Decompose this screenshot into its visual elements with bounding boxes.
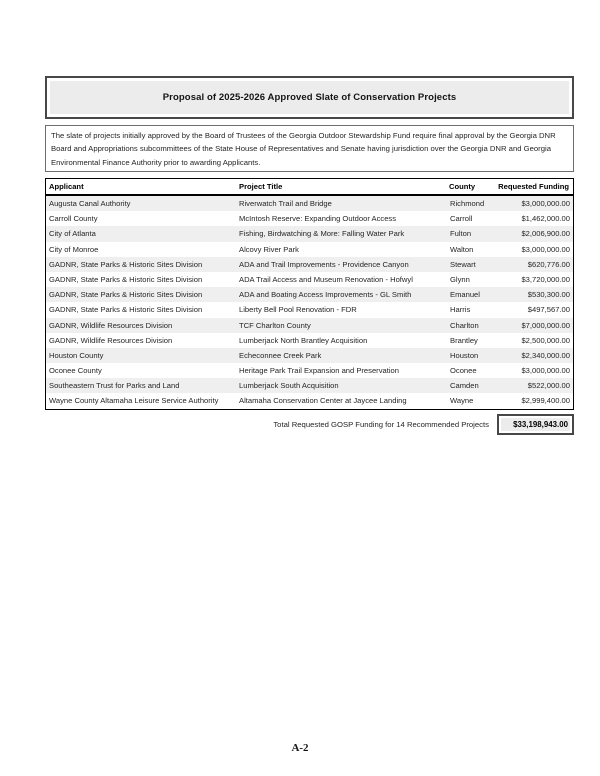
funding-cell: $522,000.00 [527, 381, 570, 391]
page-number: A-2 [291, 742, 309, 754]
applicant-cell: GADNR, State Parks & Historic Sites Division [49, 290, 203, 300]
applicant-cell: GADNR, State Parks & Historic Sites Division [49, 259, 203, 269]
county-cell: Fulton [450, 229, 472, 239]
table-row [46, 393, 573, 408]
county-cell: Harris [450, 305, 471, 315]
project-title-cell: Lumberjack South Acquisition [239, 381, 339, 391]
applicant-cell: GADNR, Wildlife Resources Division [49, 320, 173, 330]
table-body [46, 196, 573, 409]
funding-cell: $2,500,000.00 [521, 335, 570, 345]
applicant-cell: City of Atlanta [49, 229, 96, 239]
table-row [46, 211, 573, 226]
table-header-row [46, 179, 573, 196]
funding-cell: $3,720,000.00 [521, 274, 570, 284]
funding-cell: $2,999,400.00 [521, 396, 570, 406]
applicant-cell: Oconee County [49, 366, 102, 376]
county-cell: Camden [450, 381, 479, 391]
applicant-cell: Wayne County Altamaha Leisure Service Authority [49, 396, 219, 406]
table-row [46, 333, 573, 348]
project-title-cell: ADA and Trail Improvements - Providence Canyon [239, 259, 409, 269]
funding-cell: $497,567.00 [527, 305, 570, 315]
table-row [46, 226, 573, 241]
table-row [46, 287, 573, 302]
intro-box [45, 125, 574, 172]
county-cell: Oconee [450, 366, 477, 376]
applicant-cell: Carroll County [49, 214, 98, 224]
table-row [46, 363, 573, 378]
table-row [46, 272, 573, 287]
table-row [46, 378, 573, 393]
project-title-cell: ADA Trail Access and Museum Renovation - Hofwyl [239, 274, 413, 284]
applicant-cell: GADNR, State Parks & Historic Sites Division [49, 274, 203, 284]
county-cell: Stewart [450, 259, 476, 269]
applicant-cell: Augusta Canal Authority [49, 199, 131, 208]
funding-cell: $7,000,000.00 [521, 320, 570, 330]
col-header-project-title: Project Title [239, 182, 283, 191]
applicant-cell: City of Monroe [49, 244, 99, 254]
project-title-cell: Alcovy River Park [239, 244, 299, 254]
county-cell: Glynn [450, 274, 470, 284]
county-cell: Wayne [450, 396, 474, 406]
funding-cell: $530,300.00 [527, 290, 570, 300]
county-cell: Brantley [450, 335, 478, 345]
funding-cell: $3,000,000.00 [521, 366, 570, 376]
total-value: $33,198,943.00 [513, 420, 568, 429]
title-box [45, 76, 574, 119]
project-title-cell: Fishing, Birdwatching & More: Falling Water Park [239, 229, 405, 239]
project-title-cell: Altamaha Conservation Center at Jaycee Landing [239, 396, 407, 406]
table-row [46, 302, 573, 317]
county-cell: Richmond [450, 199, 485, 208]
project-title-cell: McIntosh Reserve: Expanding Outdoor Access [239, 214, 397, 224]
total-label: Total Requested GOSP Funding for 14 Recommended Projects [273, 420, 489, 429]
funding-cell: $2,006,900.00 [521, 229, 570, 239]
county-cell: Emanuel [450, 290, 480, 300]
funding-cell: $1,462,000.00 [521, 214, 570, 224]
applicant-cell: Houston County [49, 350, 104, 360]
funding-cell: $3,000,000.00 [521, 199, 570, 208]
project-title-cell: Echeconnee Creek Park [239, 350, 322, 360]
col-header-requested-funding: Requested Funding [498, 182, 569, 191]
county-cell: Houston [450, 350, 479, 360]
table-row [46, 318, 573, 333]
col-header-county: County [449, 182, 476, 191]
table-row [46, 348, 573, 363]
applicant-cell: GADNR, Wildlife Resources Division [49, 335, 173, 345]
project-title-cell: Heritage Park Trail Expansion and Preservation [239, 366, 399, 376]
project-title-cell: Riverwatch Trail and Bridge [239, 199, 332, 208]
project-title-cell: Liberty Bell Pool Renovation - FDR [239, 305, 357, 315]
projects-table [45, 178, 574, 410]
table-row [46, 257, 573, 272]
table-row [46, 242, 573, 257]
project-title-cell: Lumberjack North Brantley Acquisition [239, 335, 368, 345]
applicant-cell: GADNR, State Parks & Historic Sites Division [49, 305, 203, 315]
county-cell: Charlton [450, 320, 479, 330]
project-title-cell: TCF Charlton County [239, 320, 311, 330]
county-cell: Walton [450, 244, 474, 254]
funding-cell: $620,776.00 [527, 259, 570, 269]
total-row [45, 414, 574, 435]
applicant-cell: Southeastern Trust for Parks and Land [49, 381, 180, 391]
total-value-box [497, 414, 574, 435]
funding-cell: $3,000,000.00 [521, 244, 570, 254]
funding-cell: $2,340,000.00 [521, 350, 570, 360]
project-title-cell: ADA and Boating Access Improvements - GL Smith [239, 290, 412, 300]
intro-text: The slate of projects initially approved by the Board of Trustees of the Georgia Outdoor Stewardship Fund require final approval by the Georgia DNR Board and Appropriations subcommittees of the State House of Representatives and Senate having jurisdiction over the Georgia DNR and Georgia Environmental Finance Authority prior to awarding Applicants. [51, 131, 556, 167]
col-header-applicant: Applicant [49, 182, 84, 191]
county-cell: Carroll [450, 214, 473, 224]
table-row [46, 196, 573, 211]
page-title: Proposal of 2025-2026 Approved Slate of Conservation Projects [162, 92, 457, 103]
